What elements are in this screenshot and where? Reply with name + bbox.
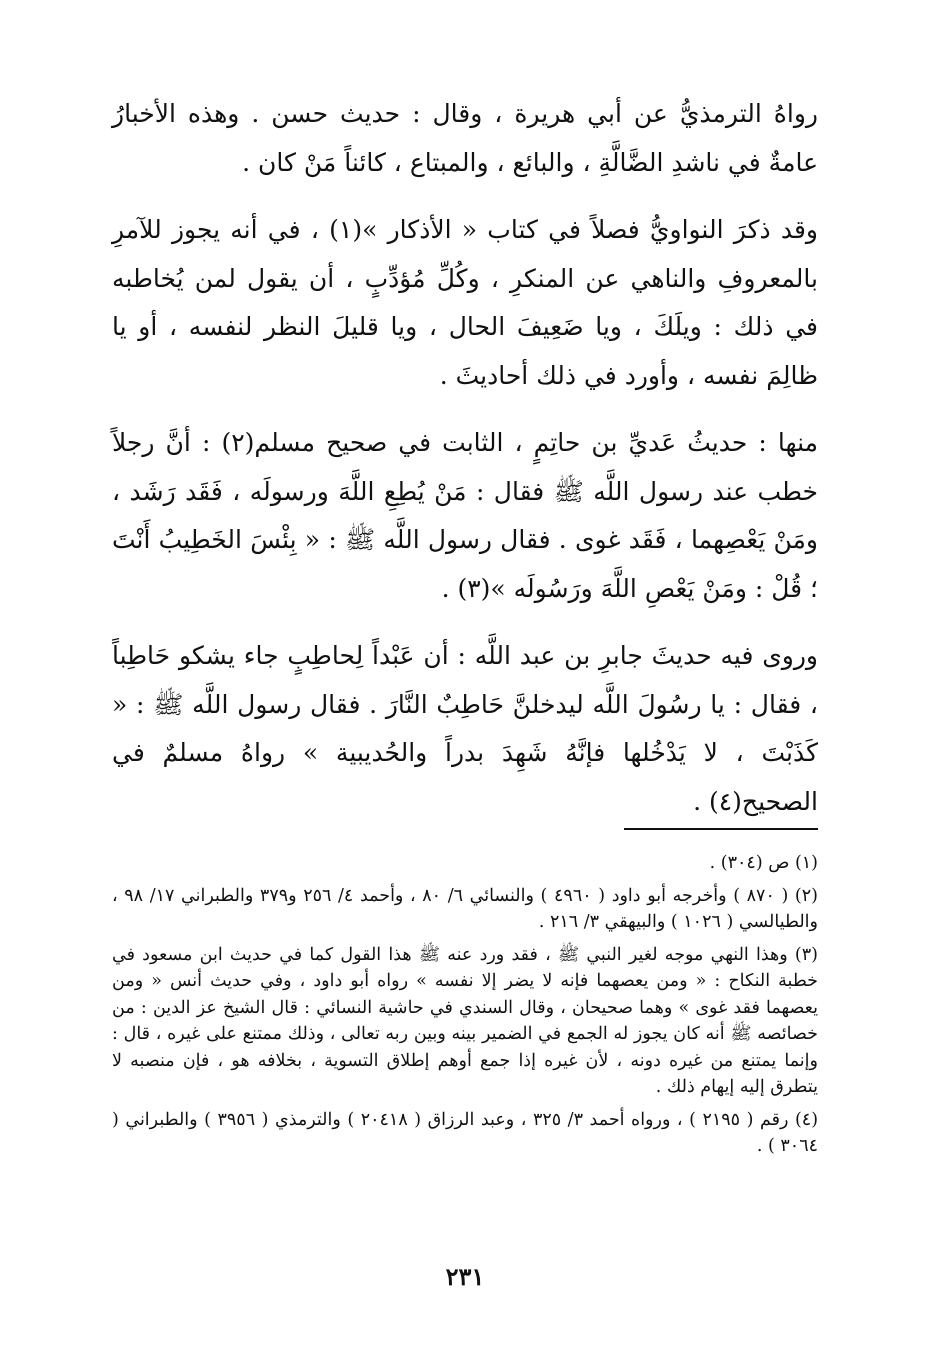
paragraph: وروى فيه حديثَ جابرِ بن عبد اللَّه : أن عَبْداً لِحاطِبٍ جاء يشكو حَاطِباً ، فقال : يا رسُولَ اللَّه ليدخلنَّ حَاطِبٌ النَّارَ . فقال رسول اللَّه ﷺ : « كَذَبْتَ ، لا يَدْخُلها فإنَّهُ شَهِدَ بدراً والحُديبية » رواهُ مسلمٌ في الصحيح(٤) .	[112, 641, 818, 816]
footnote-separator	[624, 828, 818, 830]
page-number: ٢٣١	[445, 1262, 485, 1291]
footnote: (٤) رقم ( ٢١٩٥ ) ، ورواه أحمد ٣/ ٣٢٥ ، وعبد الرزاق ( ٢٠٤١٨ ) والترمذي ( ٣٩٥٦ ) والطبراني ( ٣٠٦٤ ) .	[112, 1109, 819, 1156]
footnote: (١) ص (٣٠٤) .	[709, 853, 818, 873]
footnote: (٣) وهذا النهي موجه لغير النبي ﷺ ، فقد ورد عنه ﷺ هذا القول كما في حديث ابن مسعود في خطبة النكاح : « ومن يعصهما فإنه لا يضر إلا نفسه » رواه أبو داود ، وفي حديث أنس « ومن يعصهما فقد غوى » وهما صحيحان ، وقال السندي في حاشية النسائي : قال الشيخ عز الدين : من خصائصه ﷺ أنه كان يجوز له الجمع في الضمير بينه وبين ربه تعالى ، وذلك ممتنع على غيره ، قال : وإنما يمتنع من غيره دونه ، لأن غيره إذا جمع أوهم إطلاق التسوية ، بخلافه هو ، فإن منصبه لا يتطرق إليه إيهام ذلك .	[112, 944, 818, 1097]
paragraph: منها : حديثُ عَديِّ بن حاتِمٍ ، الثابت في صحيح مسلم(٢) : أنَّ رجلاً خطب عند رسول اللَّه ﷺ فقال : مَنْ يُطِعِ اللَّهَ ورسولَه ، فَقَد رَشَد ، ومَنْ يَعْصِهما ، فَقَد غوى . فقال رسول اللَّه ﷺ : « بِئْسَ الخَطِيبُ أَنْتَ ؛ قُلْ : ومَنْ يَعْصِ اللَّهَ ورَسُولَه »(٣) .	[112, 428, 819, 603]
paragraph: رواهُ الترمذيُّ عن أبي هريرة ، وقال : حديث حسن . وهذه الأخبارُ عامةٌ في ناشدِ الضَّالَّةِ ، والبائع ، والمبتاع ، كائناً مَنْ كان .	[112, 99, 818, 177]
footnote: (٢) ( ٨٧٠ ) وأخرجه أبو داود ( ٤٩٦٠ ) والنسائي ٦/ ٨٠ ، وأحمد ٤/ ٢٥٦ و٣٧٩ والطبراني ١٧/ ٩٨ ، والطيالسي ( ١٠٢٦ ) والبيهقي ٣/ ٢١٦ .	[112, 885, 818, 932]
main-text	[112, 90, 818, 845]
footnotes	[112, 850, 818, 1166]
paragraph: وقد ذكرَ النواويُّ فصلاً في كتاب « الأذكار »(١) ، في أنه يجوز للآمرِ بالمعروفِ والناهي عن المنكرِ ، وكُلِّ مُؤدِّبٍ ، أن يقول لمن يُخاطبه في ذلك : ويلَكَ ، ويا ضَعِيفَ الحال ، ويا قليلَ النظر لنفسه ، أو يا ظالِمَ نفسه ، وأورد في ذلك أحاديثَ .	[112, 215, 818, 390]
